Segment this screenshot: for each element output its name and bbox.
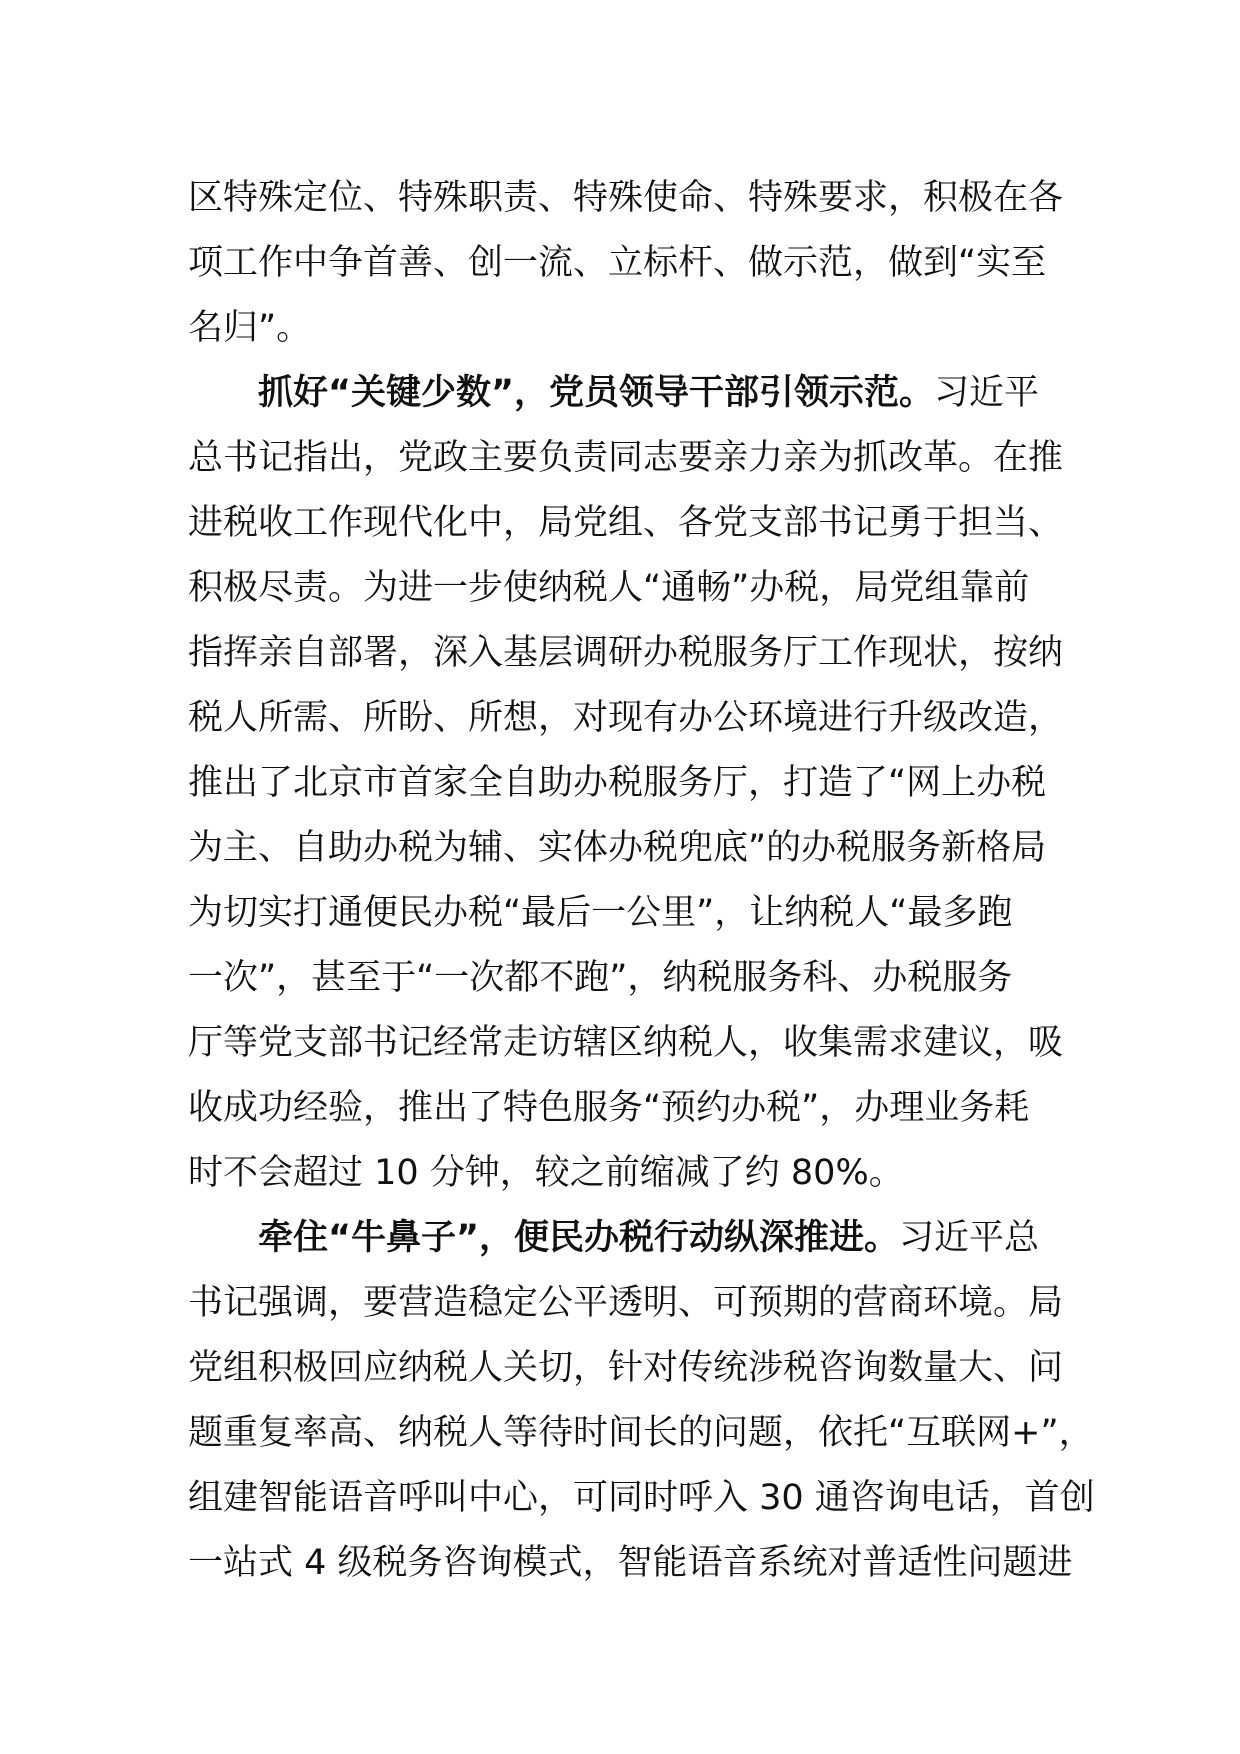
paragraph-1 xyxy=(188,166,1068,361)
paragraph-line: 项工作中争首善、创一流、立标杆、做示范，做到“实至 xyxy=(188,243,1047,283)
paragraph-heading: 牵住“牛鼻子”，便民办税行动纵深推进。 xyxy=(258,1218,900,1258)
paragraph-line: 厅等党支部书记经常走访辖区纳税人，收集需求建议，吸 xyxy=(188,1023,1064,1063)
paragraph-line: 为主、自助办税为辅、实体办税兜底”的办税服务新格局 xyxy=(188,828,1047,868)
paragraph-line: 为切实打通便民办税“最后一公里”，让纳税人“最多跑 xyxy=(188,893,1013,933)
paragraph-first-line-text: 习近平 xyxy=(934,373,1040,413)
paragraph-first-line xyxy=(188,1206,1068,1271)
paragraph-2 xyxy=(188,361,1068,1206)
paragraph-first-line xyxy=(188,361,1068,426)
document-body xyxy=(188,166,1095,1596)
paragraph-line: 党组积极回应纳税人关切，针对传统涉税咨询数量大、问 xyxy=(188,1348,1064,1388)
paragraph-line: 收成功经验，推出了特色服务“预约办税”，办理业务耗 xyxy=(188,1088,1030,1128)
paragraph-line: 区特殊定位、特殊职责、特殊使命、特殊要求，积极在各 xyxy=(188,178,1064,218)
paragraph-line: 名归”。 xyxy=(188,308,312,348)
paragraph-first-line-text: 习近平总 xyxy=(899,1218,1040,1258)
paragraph-line: 推出了北京市首家全自助办税服务厅，打造了“网上办税 xyxy=(188,763,1047,803)
paragraph-line: 进税收工作现代化中，局党组、各党支部书记勇于担当、 xyxy=(188,503,1064,543)
paragraph-line: 时不会超过 10 分钟，较之前缩减了约 80%。 xyxy=(188,1153,904,1193)
paragraph-line: 组建智能语音呼叫中心，可同时呼入 30 通咨询电话，首创 xyxy=(188,1478,1095,1518)
paragraph-line: 总书记指出，党政主要负责同志要亲力亲为抓改革。在推 xyxy=(188,438,1064,478)
paragraph-line: 指挥亲自部署，深入基层调研办税服务厅工作现状，按纳 xyxy=(188,633,1064,673)
paragraph-line: 积极尽责。为进一步使纳税人“通畅”办税，局党组靠前 xyxy=(188,568,1030,608)
paragraph-line: 一次”，甚至于“一次都不跑”，纳税服务科、办税服务 xyxy=(188,958,1013,998)
paragraph-line: 一站式 4 级税务咨询模式，智能语音系统对普适性问题进 xyxy=(188,1543,1073,1583)
paragraph-3 xyxy=(188,1206,1095,1596)
paragraph-line: 题重复率高、纳税人等待时间长的问题，依托“互联网+”， xyxy=(188,1413,1094,1453)
paragraph-line: 书记强调，要营造稳定公平透明、可预期的营商环境。局 xyxy=(188,1283,1064,1323)
paragraph-heading: 抓好“关键少数”，党员领导干部引领示范。 xyxy=(258,373,935,413)
paragraph-line: 税人所需、所盼、所想，对现有办公环境进行升级改造， xyxy=(188,698,1064,738)
